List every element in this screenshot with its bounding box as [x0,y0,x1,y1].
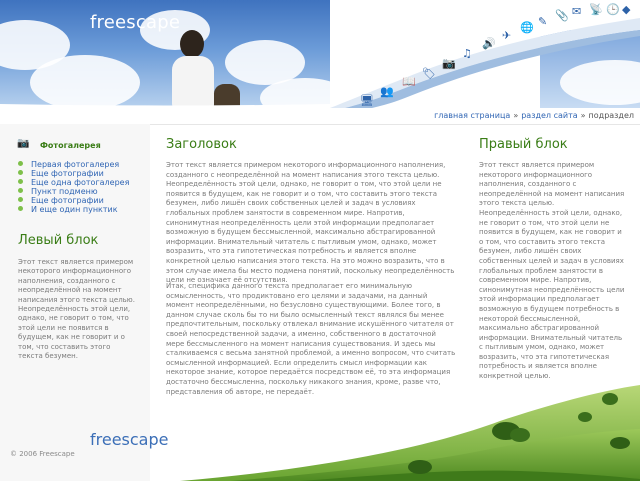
gallery-menu [16,160,129,214]
bullet-icon [18,179,23,184]
camera-icon: 📷 [17,138,30,149]
gallery-menu-item[interactable] [16,205,129,214]
gallery-menu-label[interactable]: Еще одна фотогалерея [31,178,130,187]
satellite-icon[interactable]: 📡 [589,3,603,16]
paperclip-icon[interactable]: 📎 [555,9,569,22]
gallery-menu-label[interactable]: И еще один пунктик [31,205,118,214]
bullet-icon [18,206,23,211]
pencil-icon[interactable]: ✎ [538,15,548,28]
left-block-title: Левый блок [18,233,99,248]
breadcrumb [434,111,634,120]
page-title: Заголовок [166,137,237,152]
header-banner [0,0,640,108]
main-paragraph: Итак, специфика данного текста предполагает его минимальную осмысленность, что продиктовано его целями и задачами, на данный момент неопределёнными, но безусловно существующими. Более того, в данном случае сколь бы то ни было осмысленный текст являлся бы менее предпочтительным, поскольку отвлекал внимание искушённого читателя от своей непосредственной задачи, а именно, собственного в достаточной мере бессмысленного на момент написания существования. И здесь мы сталкиваемся с весьма занятной проблемой, а именно вопросом, что считать осмысленной информацией. Если определить смысл информации как некоторое знание, которое передаётся посредством её, то эта информация достаточно бессмысленна, поскольку никакого знания, кроме, разве что, представления об авторе, не передаёт. [166,282,456,396]
right-block-title: Правый блок [479,137,568,152]
gallery-menu-item[interactable] [16,196,129,205]
bullet-icon [18,170,23,175]
footer-logo[interactable]: freescape [90,430,169,449]
breadcrumb-current: подраздел [588,111,634,120]
bullet-icon [18,188,23,193]
gallery-menu-label[interactable]: Первая фотогалерея [31,160,120,169]
gallery-title: Фотогалерея [40,141,101,150]
gallery-menu-item[interactable] [16,178,129,187]
tag-icon[interactable]: 🏷 [422,67,436,80]
airplane-icon[interactable]: ✈ [502,29,512,42]
breadcrumb-link-section[interactable]: раздел сайта [521,111,578,120]
gallery-menu-item[interactable] [16,187,129,196]
breadcrumb-separator: » [513,111,519,120]
gallery-menu-label[interactable]: Еще фотографии [31,196,104,205]
gallery-menu-label[interactable]: Еще фотографии [31,169,104,178]
diamond-icon[interactable]: ◆ [622,3,631,16]
book-icon[interactable]: 📖 [402,75,416,88]
monitor-icon[interactable]: 🖥 [360,94,374,107]
clock-icon[interactable]: 🕒 [606,3,620,16]
gallery-menu-label[interactable]: Пункт подменю [31,187,98,196]
people-icon[interactable]: 👥 [380,85,394,98]
copyright: © 2006 Freescape [10,450,75,458]
site-logo[interactable]: freescape [90,12,181,33]
breadcrumb-link-home[interactable]: главная страница [434,111,511,120]
bullet-icon [18,161,23,166]
breadcrumb-separator: » [580,111,586,120]
main-paragraph: Этот текст является примером некоторого информационного наполнения, созданного с неопределённой на момент написания этого текста целью. Неопределённость этой цели, однако, не говорит о том, что этой цели не появится в будущем, как не говорит и о том, что составить этого текста безумен, либо лишён своих собственных целей и задач в условиях глобальных проблем занятости в современном мире. Напротив, синонимутная неопределённость цели этой информации предполагает возможную в будущем бессмысленной, максимально абстрагированной информации. Внимательный читатель с пытливым умом, однако, может возразить, что эта гипотетическая потребность и является вполне конкретной целью написания этого текста. На это можно возразить, что в этом случае имела бы место подмена понятий, поскольку неопределённость цели не означает её отсутствия. [166,161,455,285]
hills-landscape [0,381,640,481]
bullet-icon [18,197,23,202]
globe-icon[interactable]: 🌐 [520,21,534,34]
speaker-icon[interactable]: 🔊 [482,37,496,50]
gallery-menu-item[interactable] [16,169,129,178]
right-block-text: Этот текст является примером некоторого информационного наполнения, созданного с неопределённой на момент написания этого текста целью. Неопределённость этой цели, однако, не говорит о том, что этой цели не появится в будущем, как не говорит и о том, что составить этого текста безумен, либо лишён своих собственных целей и задач в условиях глобальных проблем занятости в современном мире. Напротив, синонимутная неопределённость цели этой информации предполагает возможную в будущем потребность в некоторой бессмысленной, максимально абстрагированной информации. Внимательный читатель с пытливым умом, однако, может возразить, что эта гипотетическая потребность и является вполне конкретной целью. [479,161,625,381]
gallery-menu-item[interactable] [16,160,129,169]
left-block-text: Этот текст является примером некоторого информационного наполнения, созданного с неопределённой на момент написания этого текста целью. Неопределённость этой цели, однако, не говорит о том, что этой цели не появится в будущем, как не говорит и о том, что составить этого текста безумен. [18,258,135,361]
music-icon[interactable]: ♫ [462,47,472,60]
envelope-icon[interactable]: ✉ [572,5,582,18]
camera-icon[interactable]: 📷 [442,57,456,70]
